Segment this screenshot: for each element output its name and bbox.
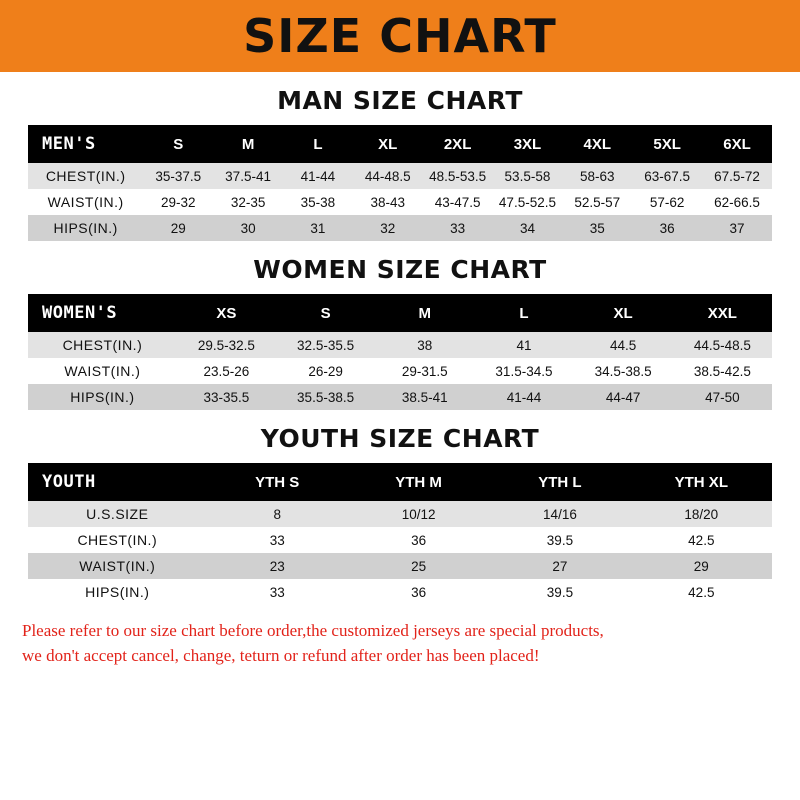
row-label: CHEST(IN.) xyxy=(77,532,158,548)
table-cell: 29-31.5 xyxy=(401,363,448,379)
women-section xyxy=(0,255,800,410)
table-row xyxy=(28,332,772,358)
table-cell: 42.5 xyxy=(688,584,715,600)
row-label: HIPS(IN.) xyxy=(53,220,118,236)
table-cell: 39.5 xyxy=(546,584,574,600)
table-cell: 41 xyxy=(516,337,532,353)
table-cell: 30 xyxy=(240,220,256,236)
row-label: WAIST(IN.) xyxy=(64,363,141,379)
table-cell: 29 xyxy=(693,558,709,574)
table-cell: 35-37.5 xyxy=(155,168,202,184)
row-label: U.S.SIZE xyxy=(86,506,149,522)
table-cell: 23 xyxy=(269,558,285,574)
women-table-body xyxy=(28,332,772,410)
table-cell: 47-50 xyxy=(705,389,740,405)
table-cell: 57-62 xyxy=(649,194,685,210)
table-cell: 23.5-26 xyxy=(203,363,250,379)
men-header-cell: 5XL xyxy=(653,135,681,153)
table-cell: 32-35 xyxy=(230,194,266,210)
table-cell: 38 xyxy=(417,337,433,353)
row-label: CHEST(IN.) xyxy=(45,168,126,184)
table-row xyxy=(28,215,772,241)
table-cell: 27 xyxy=(552,558,568,574)
table-cell: 37.5-41 xyxy=(225,168,271,184)
women-header-cell: L xyxy=(519,304,529,322)
youth-header-cell: YTH XL xyxy=(674,473,728,491)
table-cell: 10/12 xyxy=(401,506,436,522)
table-header-row xyxy=(28,463,772,501)
table-cell: 37 xyxy=(729,220,745,236)
men-header-cell: 2XL xyxy=(443,135,472,153)
women-size-table xyxy=(28,294,772,410)
youth-size-table xyxy=(28,463,772,605)
youth-header-cell: YTH S xyxy=(255,473,300,491)
youth-table-body xyxy=(28,501,772,605)
table-cell: 29.5-32.5 xyxy=(197,337,255,353)
men-table-body xyxy=(28,163,772,241)
table-cell: 26-29 xyxy=(308,363,343,379)
table-cell: 18/20 xyxy=(684,506,719,522)
table-cell: 36 xyxy=(411,532,427,548)
table-row xyxy=(28,553,772,579)
table-row xyxy=(28,579,772,605)
men-header-cell: 4XL xyxy=(583,135,612,153)
men-header-cell: S xyxy=(173,135,184,153)
table-cell: 62-66.5 xyxy=(714,194,760,210)
youth-header-cell: YOUTH xyxy=(42,472,96,492)
table-cell: 41-44 xyxy=(506,389,542,405)
table-row xyxy=(28,527,772,553)
table-cell: 44.5-48.5 xyxy=(693,337,751,353)
row-label: WAIST(IN.) xyxy=(47,194,124,210)
women-section-title: WOMEN SIZE CHART xyxy=(253,255,547,284)
disclaimer-note xyxy=(0,619,800,668)
row-label: HIPS(IN.) xyxy=(85,584,150,600)
header-banner xyxy=(0,0,800,72)
table-cell: 44-48.5 xyxy=(364,168,411,184)
table-cell: 31.5-34.5 xyxy=(495,363,553,379)
women-header-cell: M xyxy=(418,304,432,322)
disclaimer-line-2: we don't accept cancel, change, teturn or refund after order has been placed! xyxy=(22,645,540,665)
women-header-cell: WOMEN'S xyxy=(42,303,118,323)
table-cell: 34.5-38.5 xyxy=(594,363,652,379)
table-cell: 36 xyxy=(411,584,427,600)
men-header-cell: XL xyxy=(378,135,398,153)
table-header-row xyxy=(28,294,772,332)
table-cell: 29-32 xyxy=(160,194,196,210)
table-cell: 38.5-42.5 xyxy=(693,363,751,379)
table-cell: 8 xyxy=(273,506,281,522)
table-cell: 32.5-35.5 xyxy=(297,337,355,353)
table-cell: 29 xyxy=(170,220,186,236)
table-cell: 33-35.5 xyxy=(203,389,250,405)
table-cell: 32 xyxy=(380,220,396,236)
youth-section xyxy=(0,424,800,605)
table-cell: 63-67.5 xyxy=(644,168,691,184)
men-header-cell: M xyxy=(241,135,255,153)
table-cell: 43-47.5 xyxy=(434,194,481,210)
table-cell: 34 xyxy=(519,220,535,236)
disclaimer-line-1: Please refer to our size chart before order,the customized jerseys are special products, xyxy=(22,621,604,640)
men-section xyxy=(0,86,800,241)
page-title: SIZE CHART xyxy=(243,9,557,63)
men-section-title: MAN SIZE CHART xyxy=(277,86,523,115)
table-cell: 35-38 xyxy=(300,194,336,210)
table-row xyxy=(28,358,772,384)
table-row xyxy=(28,501,772,527)
table-row xyxy=(28,384,772,410)
table-cell: 53.5-58 xyxy=(504,168,551,184)
women-header-cell: S xyxy=(320,304,331,322)
table-cell: 25 xyxy=(411,558,427,574)
table-cell: 38.5-41 xyxy=(401,389,448,405)
youth-header-cell: YTH M xyxy=(395,473,442,491)
men-header-cell: 6XL xyxy=(723,135,751,153)
table-cell: 48.5-53.5 xyxy=(429,168,487,184)
row-label: CHEST(IN.) xyxy=(62,337,143,353)
women-header-cell: XXL xyxy=(707,304,737,322)
table-row xyxy=(28,163,772,189)
youth-header-cell: YTH L xyxy=(538,473,582,491)
women-header-cell: XL xyxy=(613,304,633,322)
table-cell: 47.5-52.5 xyxy=(498,194,556,210)
table-cell: 31 xyxy=(310,220,326,236)
men-table-head xyxy=(28,125,772,163)
women-table-head xyxy=(28,294,772,332)
table-cell: 58-63 xyxy=(580,168,615,184)
men-size-table xyxy=(28,125,772,241)
men-header-cell: 3XL xyxy=(513,135,542,153)
row-label: WAIST(IN.) xyxy=(79,558,156,574)
table-header-row xyxy=(28,125,772,163)
table-cell: 52.5-57 xyxy=(574,194,621,210)
table-cell: 44.5 xyxy=(610,337,637,353)
table-cell: 36 xyxy=(659,220,675,236)
row-label: HIPS(IN.) xyxy=(70,389,135,405)
men-header-cell: MEN'S xyxy=(42,134,96,154)
table-cell: 14/16 xyxy=(543,506,577,522)
table-cell: 67.5-72 xyxy=(714,168,760,184)
table-cell: 33 xyxy=(269,532,285,548)
table-cell: 35 xyxy=(589,220,605,236)
table-row xyxy=(28,189,772,215)
table-cell: 35.5-38.5 xyxy=(297,389,355,405)
men-header-cell: L xyxy=(313,135,323,153)
table-cell: 44-47 xyxy=(605,389,641,405)
table-cell: 42.5 xyxy=(688,532,715,548)
youth-section-title: YOUTH SIZE CHART xyxy=(260,424,540,453)
table-cell: 33 xyxy=(269,584,285,600)
women-header-cell: XS xyxy=(216,304,237,322)
table-cell: 41-44 xyxy=(300,168,336,184)
table-cell: 33 xyxy=(450,220,466,236)
table-cell: 38-43 xyxy=(370,194,406,210)
youth-table-head xyxy=(28,463,772,501)
table-cell: 39.5 xyxy=(546,532,574,548)
